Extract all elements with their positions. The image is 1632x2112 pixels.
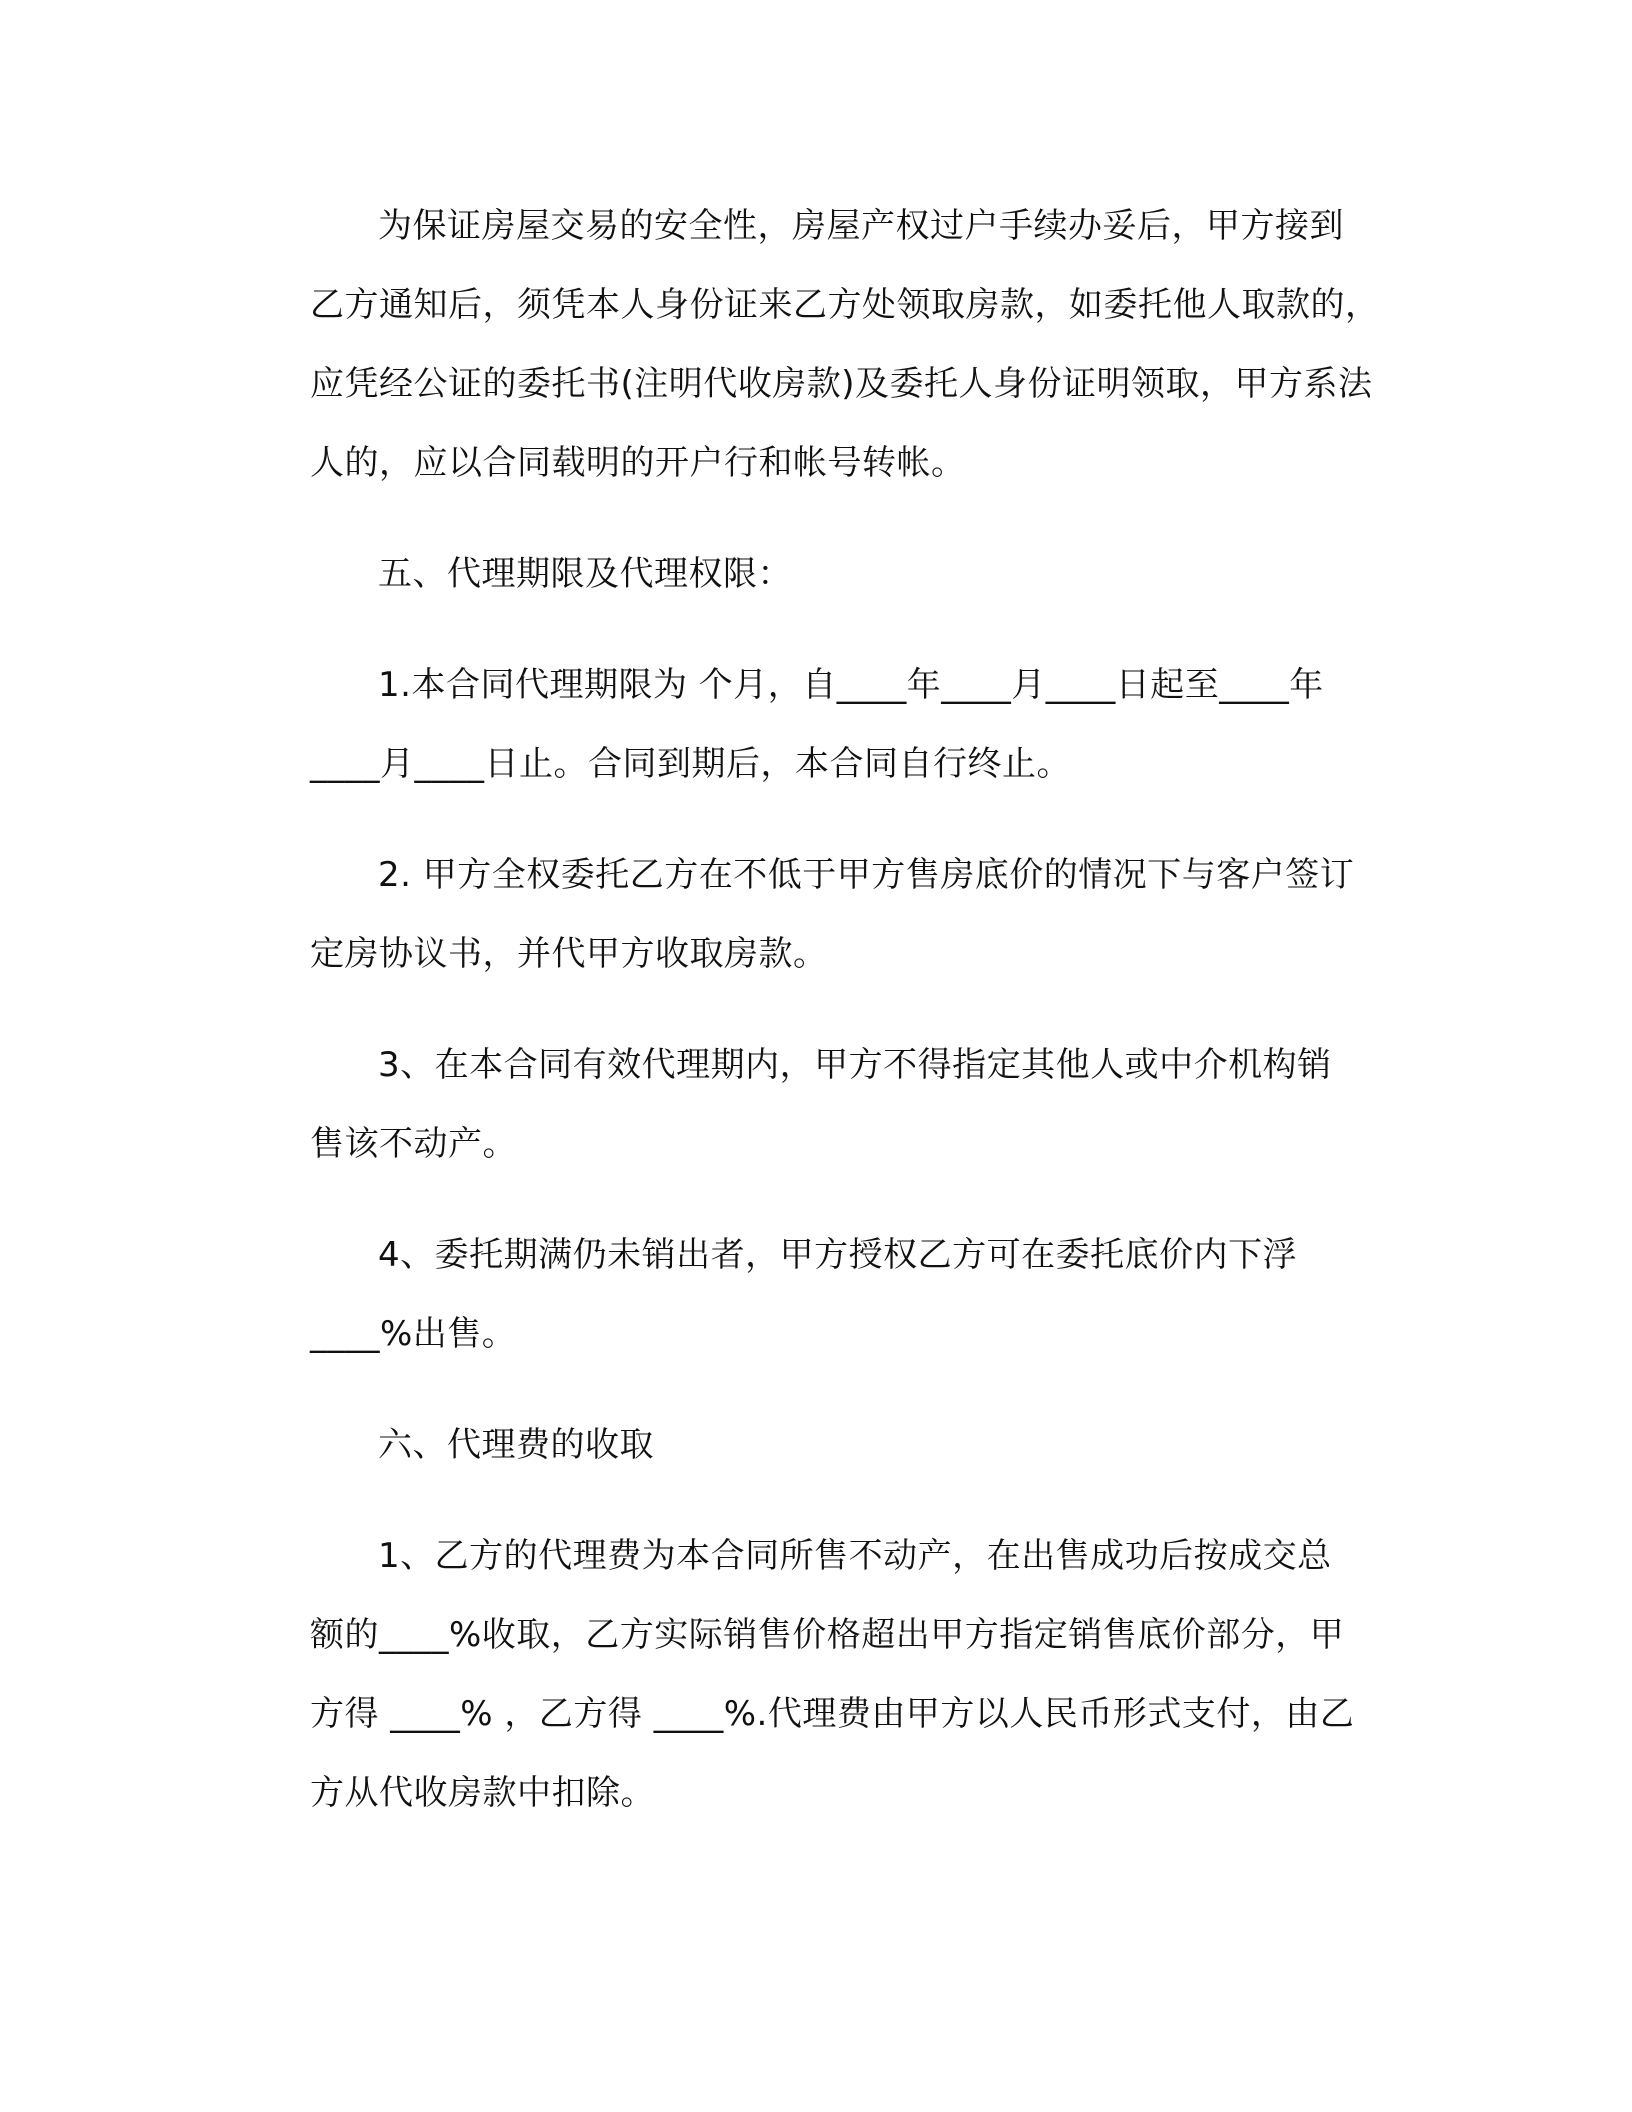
- text-line: ____%出售。: [310, 1314, 517, 1354]
- text-line: 3、在本合同有效代理期内，甲方不得指定其他人或中介机构销: [378, 1045, 1332, 1085]
- text-line: 应凭经公证的委托书(注明代收房款)及委托人身份证明领取，甲方系法: [310, 364, 1373, 404]
- text-line: 乙方通知后，须凭本人身份证来乙方处领取房款，如委托他人取款的，: [310, 285, 1380, 325]
- text-line: ____月____日止。合同到期后，本合同自行终止。: [310, 744, 1071, 784]
- text-line: 售该不动产。: [310, 1124, 517, 1164]
- clause-5-3: [242, 1026, 1392, 1184]
- document-body: [242, 187, 1392, 1833]
- text-line: 1.本合同代理期限为 个月，自____年____月____日起至____年: [378, 665, 1324, 705]
- text-line: 2. 甲方全权委托乙方在不低于甲方售房底价的情况下与客户签订: [378, 855, 1355, 895]
- section-heading-agency-fee: [242, 1406, 1392, 1485]
- heading-text: 六、代理费的收取: [378, 1425, 654, 1465]
- text-line: 方从代收房款中扣除。: [310, 1773, 655, 1813]
- paragraph-payment-collection: [242, 187, 1392, 503]
- text-line: 方得 ____% ，乙方得 ____%.代理费由甲方以人民币形式支付，由乙: [310, 1694, 1355, 1734]
- clause-6-1: [242, 1517, 1392, 1833]
- text-line: 1、乙方的代理费为本合同所售不动产，在出售成功后按成交总: [378, 1536, 1332, 1576]
- text-line: 4、委托期满仍未销出者，甲方授权乙方可在委托底价内下浮: [378, 1235, 1298, 1275]
- clause-5-1: [242, 646, 1392, 804]
- text-line: 人的，应以合同载明的开户行和帐号转帐。: [310, 443, 966, 483]
- text-line: 为保证房屋交易的安全性，房屋产权过户手续办妥后，甲方接到: [378, 206, 1344, 246]
- text-line: 额的____%收取，乙方实际销售价格超出甲方指定销售底价部分，甲: [310, 1615, 1345, 1655]
- clause-5-2: [242, 836, 1392, 994]
- section-heading-agency-term: [242, 535, 1392, 614]
- heading-text: 五、代理期限及代理权限：: [378, 554, 792, 594]
- text-line: 定房协议书，并代甲方收取房款。: [310, 934, 828, 974]
- clause-5-4: [242, 1216, 1392, 1374]
